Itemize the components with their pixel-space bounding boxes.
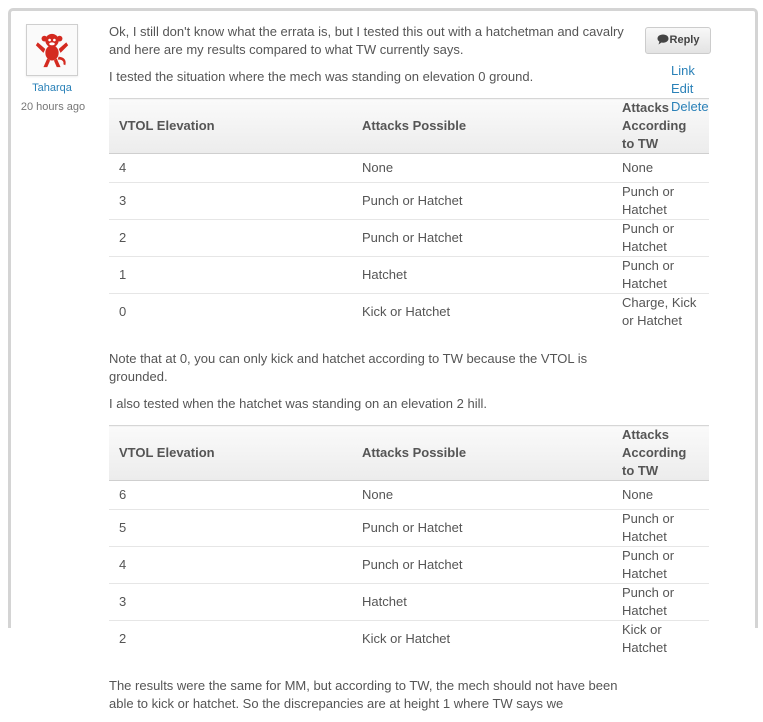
link-action[interactable]: Link — [671, 63, 695, 78]
paragraph: Note that at 0, you can only kick and hatchet according to TW because the VTOL is grounded. — [109, 351, 588, 384]
column-header: VTOL Elevation — [109, 426, 352, 481]
table-cell: Punch or Hatchet — [612, 257, 709, 294]
table-cell: Kick or Hatchet — [622, 622, 667, 655]
delete-action[interactable]: Delete — [671, 99, 709, 114]
speech-bubble-icon — [657, 34, 669, 45]
paragraph: Ok, I still don't know what the errata is, but I tested this out with a hatchetman and cavalry and here are my results compared to what TW currently says. — [109, 24, 624, 57]
table-cell: Punch or Hatchet — [612, 183, 709, 220]
table-row — [109, 220, 709, 257]
table-cell: 4 — [109, 154, 352, 183]
table-header-row — [109, 426, 709, 481]
table-cell: 2 — [119, 631, 127, 646]
table-row — [109, 294, 709, 331]
table-row — [109, 154, 709, 183]
table-cell: Punch or Hatchet — [612, 584, 709, 621]
table-cell: Kick or Hatchet — [362, 631, 451, 646]
table-cell: 3 — [109, 183, 352, 220]
table-cell: Hatchet — [352, 257, 612, 294]
table-cell: 2 — [109, 220, 352, 257]
table-cell: Punch or Hatchet — [352, 510, 612, 547]
edit-action[interactable]: Edit — [671, 81, 694, 96]
comment-timestamp: 20 hours ago — [20, 101, 86, 113]
table-scroll-container[interactable] — [109, 425, 687, 657]
column-header: Attacks Possible — [352, 99, 612, 154]
author-name[interactable]: Taharqa — [32, 82, 72, 94]
avatar[interactable] — [26, 24, 78, 76]
reply-label: Reply — [669, 34, 700, 46]
table-row — [109, 257, 709, 294]
table-cell: None — [352, 481, 612, 510]
table-header-row — [109, 99, 709, 154]
column-header: VTOL Elevation — [109, 99, 352, 154]
table-row — [109, 510, 709, 547]
table-cell: 5 — [109, 510, 352, 547]
table-cell: Punch or Hatchet — [352, 220, 612, 257]
column-header: Attacks Possible — [352, 426, 612, 481]
table-cell: 6 — [109, 481, 352, 510]
paragraph: I tested the situation where the mech was standing on elevation 0 ground. — [109, 69, 534, 84]
table-cell: 0 — [119, 304, 127, 319]
elevation-table-hill — [109, 425, 709, 657]
paragraph: I also tested when the hatchet was standing on an elevation 2 hill. — [109, 396, 487, 411]
table-cell: None — [612, 154, 709, 183]
table-cell: Charge, Kick or Hatchet — [622, 295, 697, 328]
paragraph: The results were the same for MM, but according to TW, the mech should not have been able to kick or hatchet. So the discrepancies are at height 1 where TW says we — [109, 678, 618, 711]
comment-card — [8, 8, 758, 711]
column-header: Attacks According to TW — [612, 99, 709, 154]
table-cell: Punch or Hatchet — [612, 547, 709, 584]
table-cell: Punch or Hatchet — [352, 547, 612, 584]
column-header: Attacks According to TW — [612, 426, 709, 481]
table-cell: Punch or Hatchet — [612, 220, 709, 257]
elevation-table-ground — [109, 98, 709, 330]
table-row — [109, 621, 709, 658]
table-cell: None — [352, 154, 612, 183]
table-cell: Punch or Hatchet — [352, 183, 612, 220]
table-row — [109, 547, 709, 584]
comment-actions — [645, 27, 715, 116]
reply-button[interactable] — [645, 27, 711, 54]
table-cell: Punch or Hatchet — [612, 510, 709, 547]
table-row — [109, 584, 709, 621]
table-cell: None — [612, 481, 709, 510]
table-cell: 3 — [109, 584, 352, 621]
table-row — [109, 183, 709, 220]
table-row — [109, 481, 709, 510]
table-cell: 4 — [109, 547, 352, 584]
red-monkey-avatar-icon — [33, 31, 71, 69]
table-cell: Hatchet — [352, 584, 612, 621]
table-cell: 1 — [109, 257, 352, 294]
table-cell: Kick or Hatchet — [362, 304, 451, 319]
